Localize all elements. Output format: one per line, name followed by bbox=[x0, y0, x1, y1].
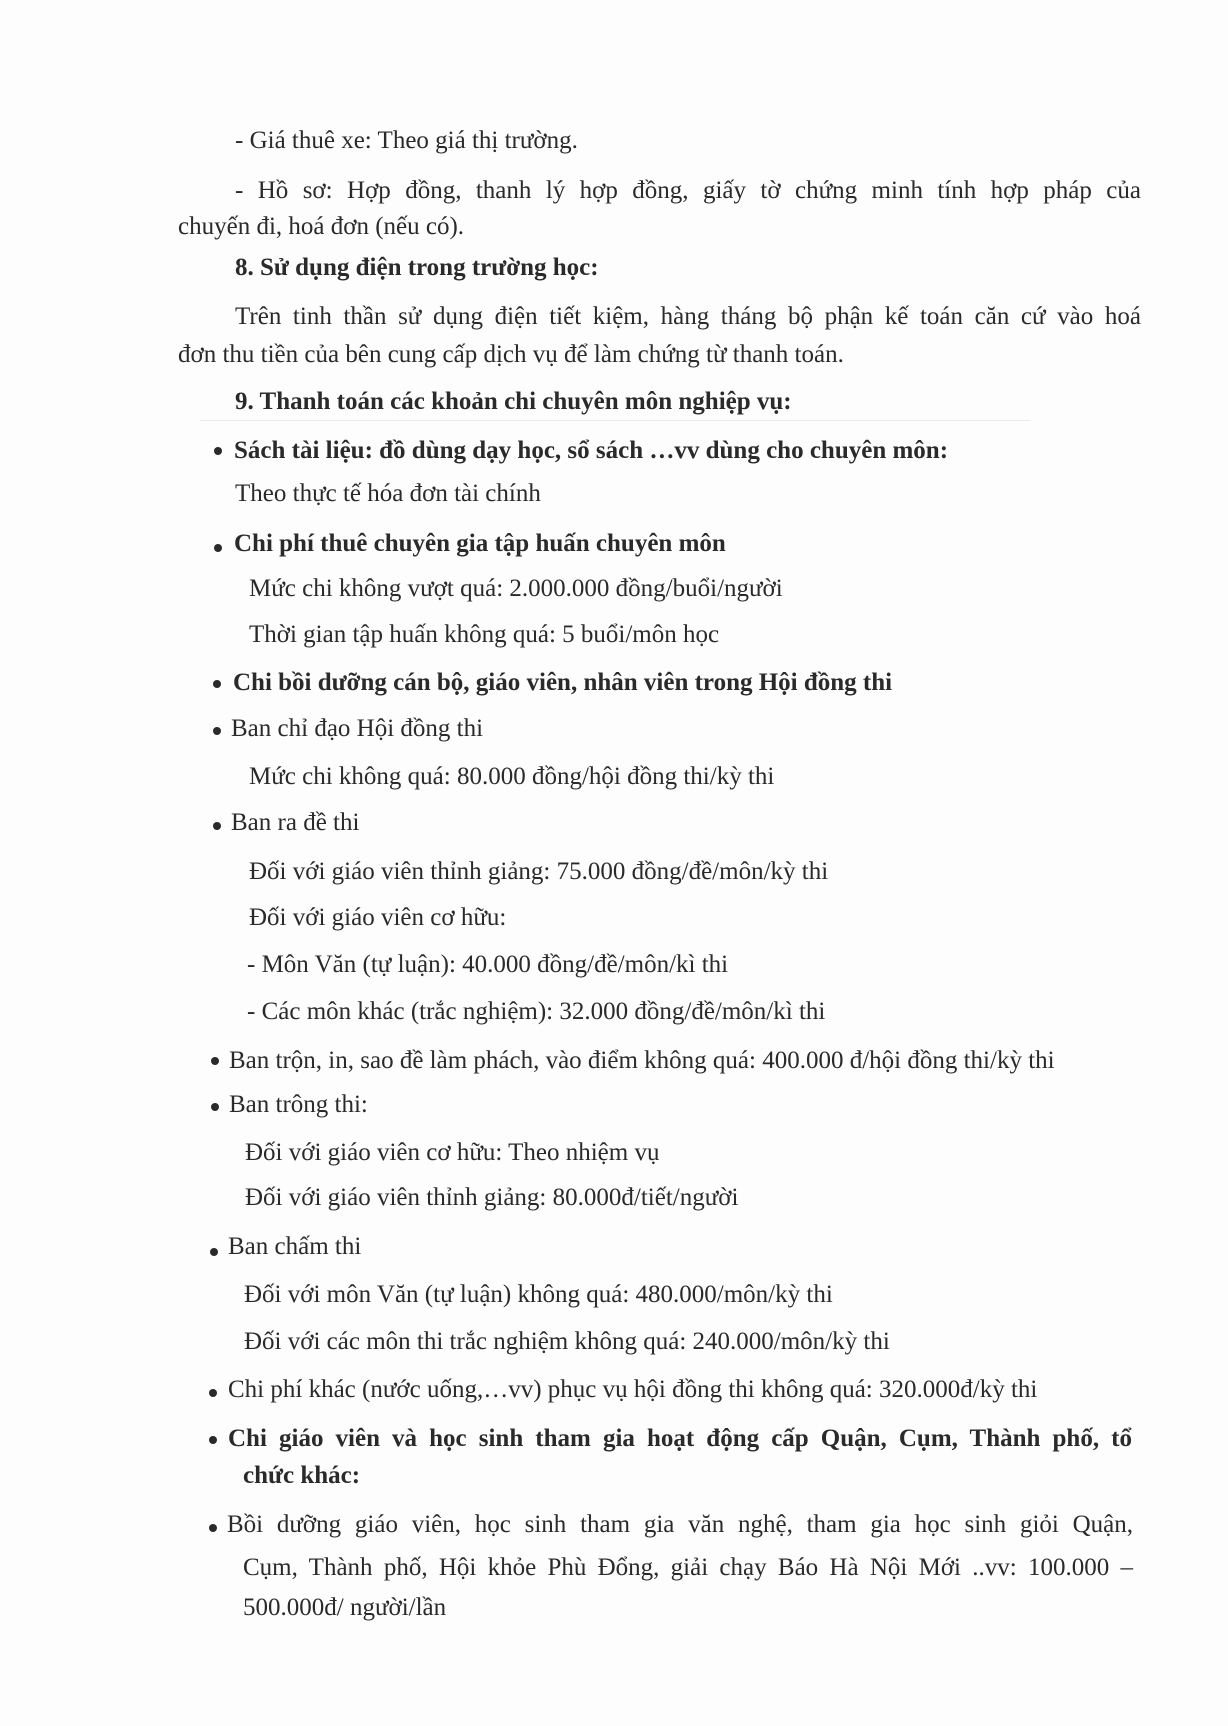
doc-line: đơn thu tiền của bên cung cấp dịch vụ để làm chứng từ thanh toán. bbox=[178, 341, 844, 368]
doc-line: Cụm, Thành phố, Hội khỏe Phù Đổng, giải chạy Báo Hà Nội Mới ..vv: 100.000 – bbox=[243, 1554, 1133, 1581]
bullet-item: Chi phí khác (nước uống,…vv) phục vụ hội đồng thi không quá: 320.000đ/kỳ thi bbox=[228, 1376, 1038, 1403]
doc-line: 500.000đ/ người/lần bbox=[243, 1594, 447, 1621]
bullet-icon bbox=[214, 447, 222, 455]
bullet-item: Ban ra đề thi bbox=[231, 809, 360, 836]
bullet-heading: Sách tài liệu: đồ dùng dạy học, sổ sách …vv dùng cho chuyên môn: bbox=[234, 437, 949, 464]
doc-line: - Giá thuê xe: Theo giá thị trường. bbox=[235, 127, 578, 154]
doc-line: Theo thực tế hóa đơn tài chính bbox=[235, 480, 541, 507]
bullet-icon bbox=[213, 680, 221, 688]
doc-line: chuyến đi, hoá đơn (nếu có). bbox=[178, 213, 465, 240]
bullet-icon bbox=[211, 1103, 219, 1111]
bullet-icon bbox=[211, 1057, 219, 1065]
doc-line: Thời gian tập huấn không quá: 5 buổi/môn học bbox=[249, 621, 720, 648]
doc-line: Đối với các môn thi trắc nghiệm không quá: 240.000/môn/kỳ thi bbox=[244, 1328, 890, 1355]
doc-line: - Môn Văn (tự luận): 40.000 đồng/đề/môn/kì thi bbox=[247, 951, 729, 978]
section-heading: 9. Thanh toán các khoản chi chuyên môn nghiệp vụ: bbox=[235, 388, 792, 415]
scan-artifact-line bbox=[200, 420, 1030, 421]
bullet-icon bbox=[213, 727, 221, 735]
bullet-item: Ban chấm thi bbox=[228, 1233, 362, 1260]
bullet-item: Ban trông thi: bbox=[229, 1091, 368, 1118]
doc-line: Trên tinh thần sử dụng điện tiết kiệm, hàng tháng bộ phận kế toán căn cứ vào hoá bbox=[235, 303, 1141, 330]
doc-line: Đối với giáo viên cơ hữu: Theo nhiệm vụ bbox=[245, 1139, 660, 1166]
doc-line: Đối với giáo viên thỉnh giảng: 75.000 đồng/đề/môn/kỳ thi bbox=[249, 858, 829, 885]
section-heading: 8. Sử dụng điện trong trường học: bbox=[235, 254, 599, 281]
doc-line: Đối với môn Văn (tự luận) không quá: 480.000/môn/kỳ thi bbox=[244, 1281, 833, 1308]
doc-line: Mức chi không vượt quá: 2.000.000 đồng/buổi/người bbox=[249, 575, 783, 602]
bullet-heading-continuation: chức khác: bbox=[243, 1462, 361, 1489]
doc-line: - Hồ sơ: Hợp đồng, thanh lý hợp đồng, giấy tờ chứng minh tính hợp pháp của bbox=[235, 177, 1141, 204]
bullet-icon bbox=[209, 1436, 217, 1444]
bullet-icon bbox=[214, 544, 222, 552]
bullet-icon bbox=[210, 1248, 218, 1256]
bullet-heading: Chi phí thuê chuyên gia tập huấn chuyên môn bbox=[234, 530, 726, 557]
bullet-icon bbox=[209, 1389, 217, 1397]
bullet-icon bbox=[213, 822, 221, 830]
bullet-item: Bồi dưỡng giáo viên, học sinh tham gia văn nghệ, tham gia học sinh giỏi Quận, bbox=[227, 1511, 1133, 1538]
bullet-heading: Chi bồi dưỡng cán bộ, giáo viên, nhân viên trong Hội đồng thi bbox=[233, 669, 893, 696]
bullet-heading: Chi giáo viên và học sinh tham gia hoạt động cấp Quận, Cụm, Thành phố, tổ bbox=[228, 1425, 1132, 1452]
bullet-item: Ban trộn, in, sao đề làm phách, vào điểm không quá: 400.000 đ/hội đồng thi/kỳ thi bbox=[229, 1047, 1055, 1074]
doc-line: Đối với giáo viên cơ hữu: bbox=[249, 904, 507, 931]
doc-line: Mức chi không quá: 80.000 đồng/hội đồng thi/kỳ thi bbox=[249, 763, 775, 790]
doc-line: - Các môn khác (trắc nghiệm): 32.000 đồng/đề/môn/kì thi bbox=[247, 998, 826, 1025]
doc-line: Đối với giáo viên thỉnh giảng: 80.000đ/tiết/người bbox=[245, 1184, 739, 1211]
bullet-icon bbox=[209, 1524, 217, 1532]
bullet-item: Ban chỉ đạo Hội đồng thi bbox=[231, 715, 484, 742]
